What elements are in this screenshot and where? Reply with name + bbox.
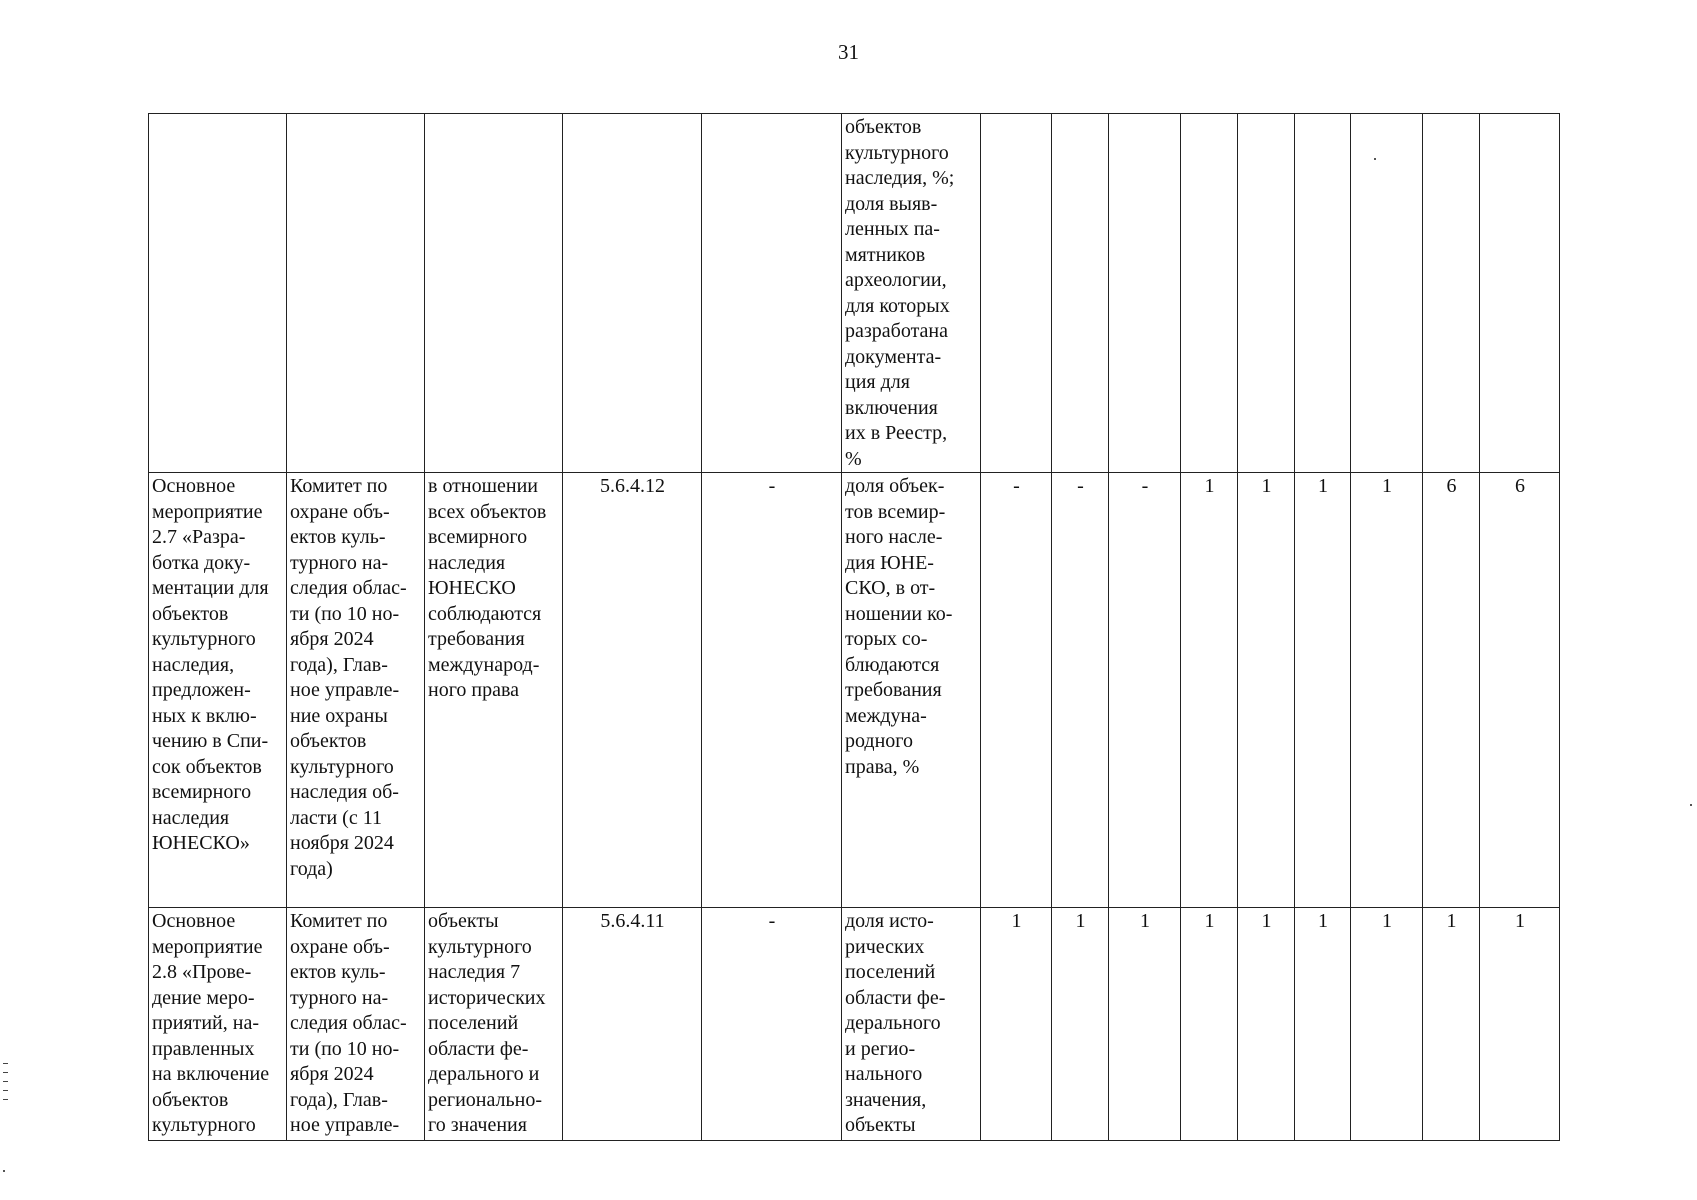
- value-cell: 1: [1423, 908, 1480, 1141]
- table-row: [149, 473, 1560, 908]
- value-cell: -: [1052, 473, 1109, 908]
- executor-cell: Комитет по охране объ- ектов куль- турного на- следия облас- ти (по 10 но- ября 2024 года), Глав- ное управле-: [287, 908, 425, 1141]
- value-cell: 1: [1238, 473, 1295, 908]
- value-cell: [1351, 114, 1423, 473]
- dash-cell: -: [702, 908, 842, 1141]
- value-cell: 6: [1423, 473, 1480, 908]
- value-cell: 1: [1351, 473, 1423, 908]
- code-cell: 5.6.4.12: [563, 473, 702, 908]
- value-cell: [981, 114, 1052, 473]
- executor-cell: [287, 114, 425, 473]
- value-cell: 1: [1181, 473, 1238, 908]
- target-cell: [425, 114, 563, 473]
- value-cell: 1: [1295, 908, 1351, 1141]
- value-cell: 1: [1238, 908, 1295, 1141]
- code-cell: [563, 114, 702, 473]
- value-cell: 1: [1109, 908, 1181, 1141]
- value-cell: 1: [1052, 908, 1109, 1141]
- value-cell: 1: [1181, 908, 1238, 1141]
- indicator-cell: доля объек- тов всемир- ного насле- дия ЮНЕ- СКО, в от- ношении ко- торых со- блюдаются требования междуна- родного права, %: [842, 473, 981, 908]
- value-cell: [1295, 114, 1351, 473]
- measure-cell: [149, 114, 287, 473]
- table-row: [149, 908, 1560, 1141]
- measure-cell: Основное мероприятие 2.8 «Прове- дение меро- приятий, на- правленных на включение объектов культурного: [149, 908, 287, 1141]
- value-cell: [1480, 114, 1560, 473]
- table-row: [149, 114, 1560, 473]
- value-cell: [1238, 114, 1295, 473]
- value-cell: [1109, 114, 1181, 473]
- measure-cell: Основное мероприятие 2.7 «Разра- ботка доку- ментации для объектов культурного наследия, предложен- ных к вклю- чению в Спи- сок объектов всемирного наследия ЮНЕСКО»: [149, 473, 287, 908]
- program-measures-table: [148, 113, 1560, 1141]
- value-cell: [1423, 114, 1480, 473]
- indicator-cell: объектов культурного наследия, %; доля выяв- ленных па- мятников археологии, для которых разработана документа- ция для включения их в Реестр, %: [842, 114, 981, 473]
- value-cell: [1181, 114, 1238, 473]
- page-number: 31: [838, 40, 859, 64]
- target-cell: в отношении всех объектов всемирного наследия ЮНЕСКО соблюдаются требования международ- ного права: [425, 473, 563, 908]
- value-cell: 1: [981, 908, 1052, 1141]
- value-cell: -: [981, 473, 1052, 908]
- target-cell: объекты культурного наследия 7 исторических поселений области фе- дерального и регионально- го значения: [425, 908, 563, 1141]
- value-cell: 1: [1480, 908, 1560, 1141]
- executor-cell: Комитет по охране объ- ектов куль- турного на- следия облас- ти (по 10 но- ября 2024 года), Глав- ное управле- ние охраны объектов культурного наследия об- ласти (с 11 ноября 2024 года): [287, 473, 425, 908]
- dash-cell: [702, 114, 842, 473]
- code-cell: 5.6.4.11: [563, 908, 702, 1141]
- indicator-cell: доля исто- рических поселений области фе- дерального и регио- нального значения, объекты: [842, 908, 981, 1141]
- value-cell: 6: [1480, 473, 1560, 908]
- value-cell: 1: [1295, 473, 1351, 908]
- dash-cell: -: [702, 473, 842, 908]
- value-cell: 1: [1351, 908, 1423, 1141]
- value-cell: -: [1109, 473, 1181, 908]
- value-cell: [1052, 114, 1109, 473]
